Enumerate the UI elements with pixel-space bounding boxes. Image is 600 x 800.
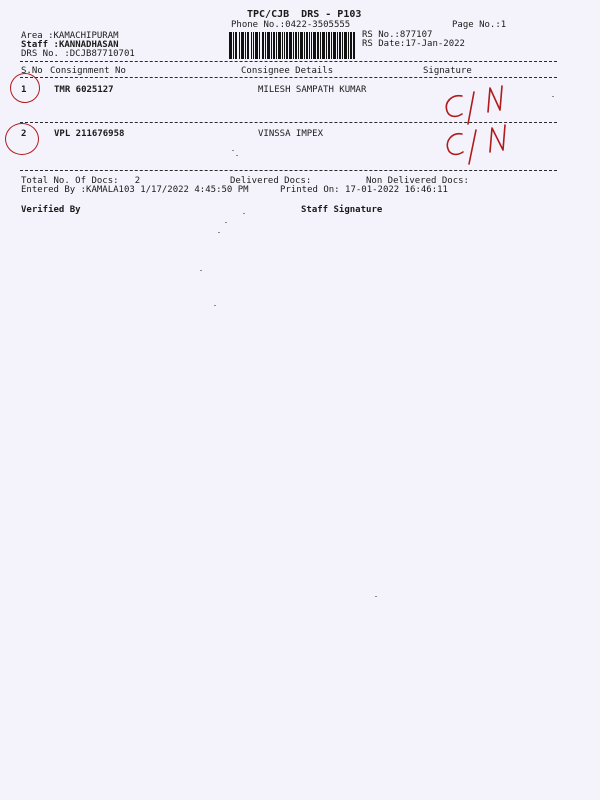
- col-sno-header: S.No: [21, 66, 43, 76]
- staff-signature-label: Staff Signature: [301, 205, 383, 215]
- scan-speck: [232, 150, 234, 151]
- annotation-circle-2: [5, 123, 39, 155]
- row-consignee: VINSSA IMPEX: [258, 129, 324, 139]
- document-title: TPC/CJB DRS - P103: [247, 9, 362, 20]
- staff-label: Staff :: [21, 40, 59, 50]
- scan-speck: [243, 213, 245, 214]
- total-docs: Total No. Of Docs: 2: [21, 176, 141, 186]
- divider-row-2: [20, 170, 557, 171]
- barcode-image: [229, 32, 355, 59]
- rs-number: RS No.:877107: [362, 30, 433, 40]
- scan-speck: [214, 305, 216, 306]
- verified-by-label: Verified By: [21, 205, 81, 215]
- page-number: Page No.:1: [452, 20, 507, 30]
- area-field: Area :KAMACHIPURAM: [21, 31, 119, 41]
- row-sno: 1: [21, 85, 27, 95]
- row-consignment-no: TMR 6025127: [54, 85, 114, 95]
- handwritten-annotation: [438, 84, 526, 170]
- scan-speck: [225, 222, 227, 223]
- divider-header: [20, 77, 557, 78]
- row-sno: 2: [21, 129, 27, 139]
- col-consignment-header: Consignment No: [50, 66, 126, 76]
- row-consignment-no: VPL 211676958: [54, 129, 125, 139]
- drs-number: DRS No. :DCJB87710701: [21, 49, 135, 59]
- non-delivered-docs: Non Delivered Docs:: [366, 176, 469, 186]
- delivered-docs: Delivered Docs:: [230, 176, 312, 186]
- scan-speck: [236, 155, 238, 156]
- rs-date: RS Date:17-Jan-2022: [362, 39, 465, 49]
- scan-speck: [375, 596, 377, 597]
- divider-top: [20, 61, 557, 62]
- row-consignee: MILESH SAMPATH KUMAR: [258, 85, 367, 95]
- entered-by: Entered By :KAMALA103 1/17/2022 4:45:50 PM: [21, 185, 249, 195]
- col-consignee-header: Consignee Details: [241, 66, 334, 76]
- scan-speck: [218, 232, 220, 233]
- printed-on: Printed On: 17-01-2022 16:46:11: [280, 185, 448, 195]
- phone-number: Phone No.:0422-3505555: [231, 20, 351, 30]
- staff-name: KANNADHASAN: [58, 40, 119, 50]
- col-signature-header: Signature: [423, 66, 472, 76]
- scan-speck: [200, 270, 202, 271]
- scan-speck: [552, 96, 554, 97]
